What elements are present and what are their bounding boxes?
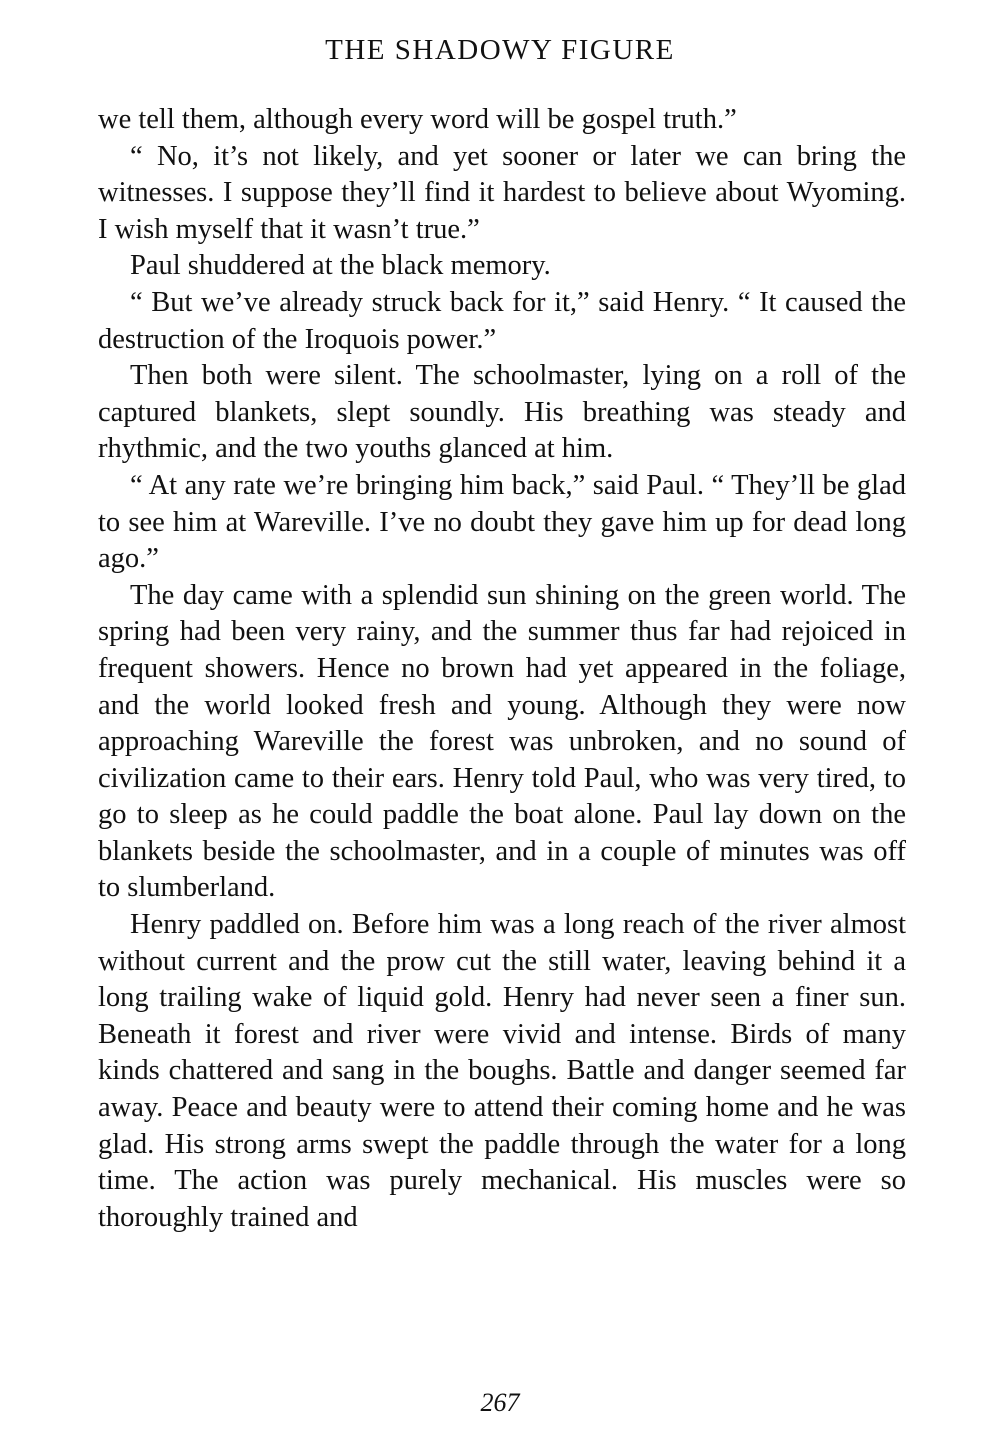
paragraph: The day came with a splendid sun shining on the green world. The spring had been very rainy, and the summer thus far had rejoiced in frequent showers. Hence no brown had yet appeared in the foliage, and the world looked fresh and young. Although they were now approaching Wareville the forest was unbroken, and no sound of civilization came to their ears. Henry told Paul, who was very tired, to go to sleep as he could paddle the boat alone. Paul lay down on the blankets beside the schoolmaster, and in a couple of minutes was off to slumberland. [98,579,906,904]
paragraph: Paul shuddered at the black memory. [130,250,551,282]
running-head: THE SHADOWY FIGURE [325,34,675,66]
paragraph: “ At any rate we’re bringing him back,” said Paul. “ They’ll be glad to see him at Wareville. I’ve no doubt they gave him up for dead long ago.” [98,469,906,575]
paragraph: Henry paddled on. Before him was a long reach of the river almost without current and the prow cut the still water, leaving behind it a long trailing wake of liquid gold. Henry had never seen a finer sun. Beneath it forest and river were vivid and intense. Birds of many kinds chattered and sang in the boughs. Battle and danger seemed far away. Peace and beauty were to attend their coming home and he was glad. His strong arms swept the paddle through the water for a long time. The action was purely mechanical. His muscles were so thoroughly trained and [98,909,906,1233]
page-number: 267 [480,1388,520,1417]
body-text [98,102,906,1236]
paragraph: “ No, it’s not likely, and yet sooner or later we can bring the witnesses. I suppose they’ll find it hardest to believe about Wyoming. I wish myself that it wasn’t true.” [98,140,906,245]
paragraph: Then both were silent. The schoolmaster, lying on a roll of the captured blankets, slept soundly. His breathing was steady and rhythmic, and the two youths glanced at him. [98,360,906,465]
paragraph: we tell them, although every word will be gospel truth.” [98,104,737,135]
paragraph: “ But we’ve already struck back for it,” said Henry. “ It caused the destruction of the Iroquois power.” [98,286,906,355]
